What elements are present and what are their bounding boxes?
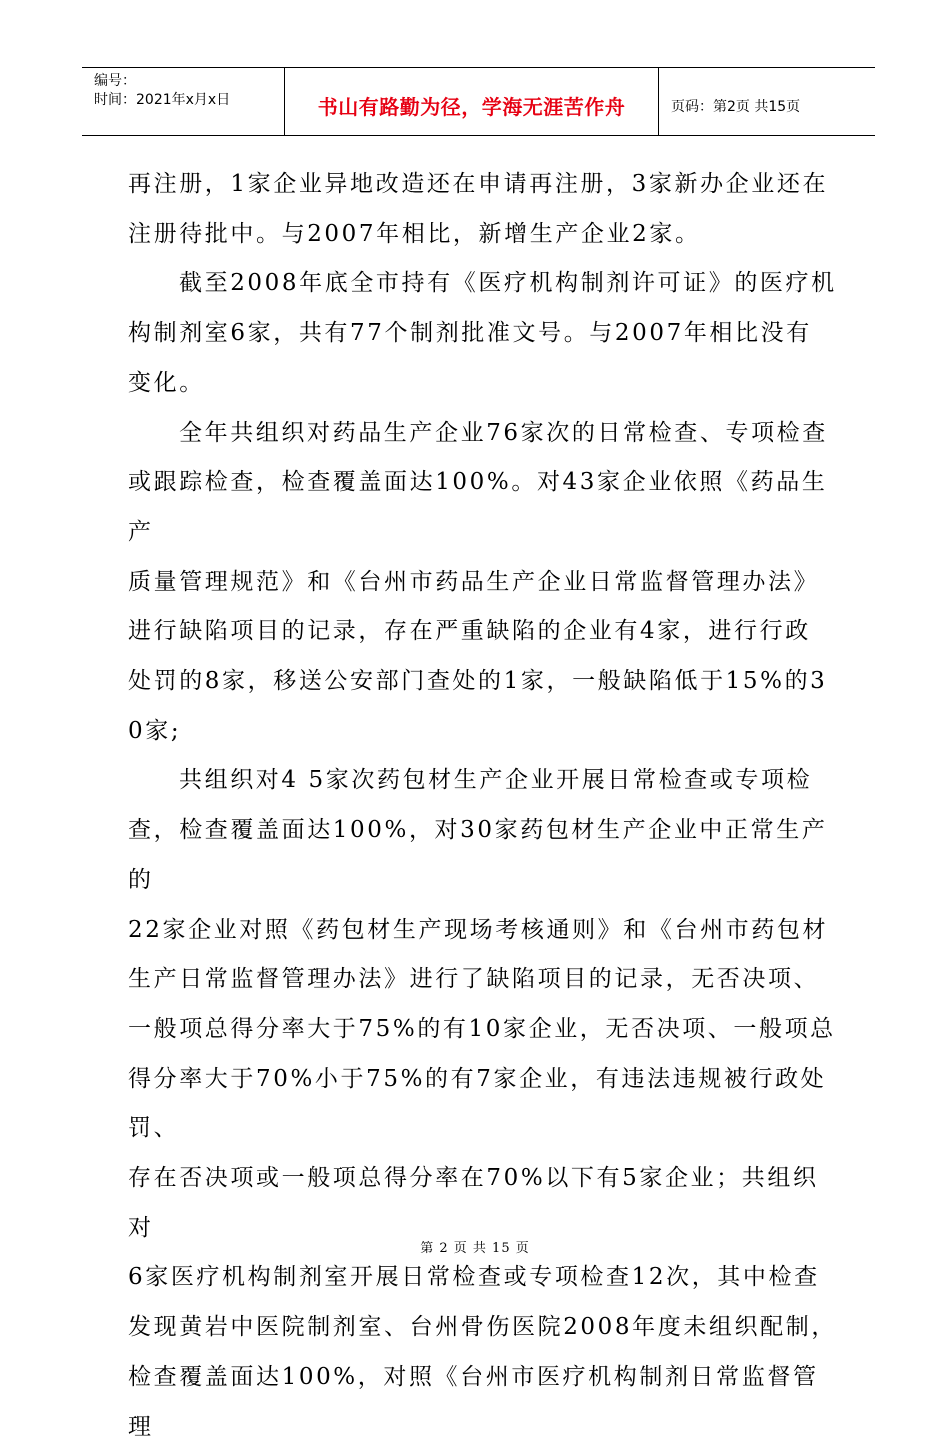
- body-text-line: 存在否决项或一般项总得分率在70%以下有5家企业；共组织对: [128, 1165, 819, 1241]
- body-text-line: 发现黄岩中医院制剂室、台州骨伤医院2008年度未组织配制，: [128, 1314, 837, 1341]
- document-time-label: 时间：2021年x月x日: [94, 92, 231, 108]
- body-text-line: 共组织对4 5家次药包材生产企业开展日常检查或专项检: [179, 767, 813, 794]
- document-number-label: 编号：: [94, 73, 136, 89]
- body-text-line: 处罚的8家，移送公安部门查处的1家，一般缺陷低于15%的3: [128, 668, 828, 695]
- body-text-line: 0家;: [128, 717, 182, 744]
- body-text-line: 全年共组织对药品生产企业76家次的日常检查、专项检查: [179, 419, 828, 446]
- body-text-line: 再注册，1家企业异地改造还在申请再注册，3家新办企业还在: [128, 171, 829, 197]
- body-text-line: 注册待批中。与2007年相比，新增生产企业2家。: [128, 220, 701, 247]
- header-page-info: 页码：第2页 共15页: [671, 98, 801, 115]
- header-motto: 书山有路勤为径，学海无涯苦作舟: [285, 68, 659, 135]
- page-footer: 第 2 页 共 15 页: [420, 1241, 530, 1256]
- body-text-line: 6家医疗机构制剂室开展日常检查或专项检查12次，其中检查: [128, 1264, 820, 1291]
- body-text-line: 质量管理规范》和《台州市药品生产企业日常监督管理办法》: [128, 568, 820, 595]
- body-text-line: 22家企业对照《药包材生产现场考核通则》和《台州市药包材: [128, 916, 829, 943]
- body-text-line: 或跟踪检查，检查覆盖面达100%。对43家企业依照《药品生产: [128, 469, 828, 545]
- header-meta: [82, 68, 285, 135]
- body-text-line: 查，检查覆盖面达100%，对30家药包材生产企业中正常生产的: [128, 817, 828, 893]
- document-header: [82, 67, 875, 136]
- body-text-line: 生产日常监督管理办法》进行了缺陷项目的记录，无否决项、: [128, 966, 820, 993]
- body-text-line: 得分率大于70%小于75%的有7家企业，有违法违规被行政处罚、: [128, 1065, 827, 1142]
- body-text-line: 构制剂室6家，共有77个制剂批准文号。与2007年相比没有: [128, 320, 812, 347]
- body-text-line: 进行缺陷项目的记录，存在严重缺陷的企业有4家，进行行政: [128, 618, 811, 645]
- body-text-line: 检查覆盖面达100%，对照《台州市医疗机构制剂日常监督管理: [128, 1363, 819, 1440]
- body-text-line: 一般项总得分率大于75%的有10家企业，无否决项、一般项总: [128, 1015, 836, 1042]
- body-text-line: 截至2008年底全市持有《医疗机构制剂许可证》的医疗机: [179, 270, 837, 297]
- document-body: [128, 160, 840, 1452]
- body-text-line: 变化。: [128, 369, 205, 396]
